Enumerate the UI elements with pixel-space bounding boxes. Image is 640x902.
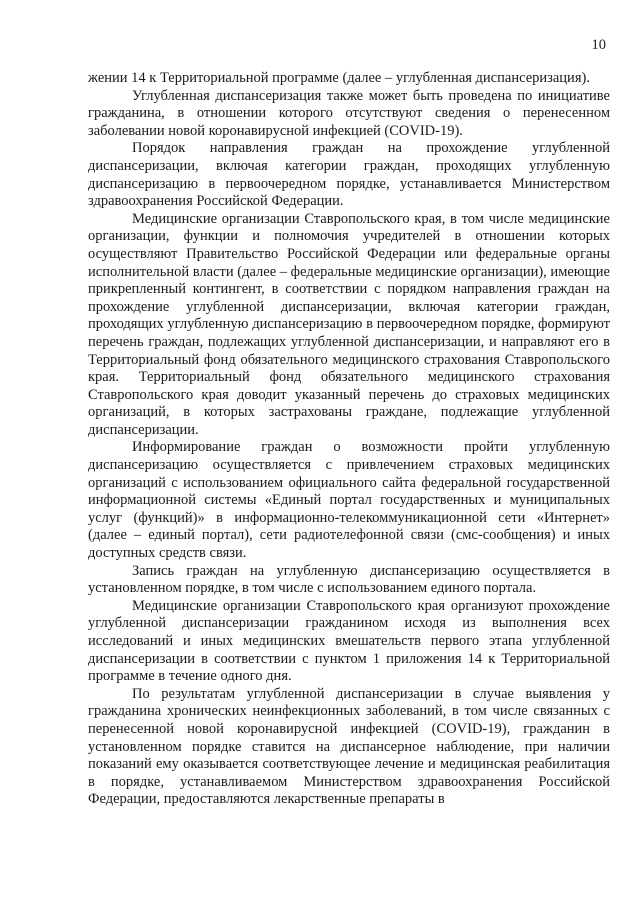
paragraph-initiative: Углубленная диспансеризация также может быть проведена по инициативе гражданина, в отношении которого отсутствуют сведения о перенесенном заболевании новой коронавирусной инфекцией (COVID-19). [88,87,610,139]
paragraph-registration: Запись граждан на углубленную диспансеризацию осуществляется в установленном порядке, в том числе с использованием единого портала. [88,562,610,597]
document-body [88,70,610,809]
paragraph-continuation: жении 14 к Территориальной программе (далее – углубленная диспансеризация). [88,70,590,86]
paragraph-informing: Информирование граждан о возможности пройти углубленную диспансеризацию осуществляется с привлечением страховых медицинских организаций с использованием официального сайта федеральной государственной информационной системы «Единый портал государственных и муниципальных услуг (функций)» в информационно-телекоммуникационной сети «Интернет» (далее – единый портал), сети радиотелефонной связи (смс-сообщения) и иных доступных средств связи. [88,439,610,562]
paragraph-medical-organizations: Медицинские организации Ставропольского края, в том числе медицинские организации, функции и полномочия учредителей в отношении которых осуществляют Правительство Российской Федерации или федеральные органы исполнительной власти (далее – федеральные медицинские организации), имеющие прикрепленный контингент, в соответствии с порядком направления граждан на прохождение углубленной диспансеризации, включая категории граждан, проходящих углубленную диспансеризацию в первоочередном порядке, формируют перечень граждан, подлежащих углубленной диспансеризации, и направляют его в Территориальный фонд обязательного медицинского страхования Ставропольского края. Территориальный фонд обязательного медицинского страхования Ставропольского края доводит указанный перечень до страховых медицинских организаций, в которых застрахованы граждане, подлежащие углубленной диспансеризации. [88,210,610,438]
page-number: 10 [591,37,606,53]
paragraph-organization: Медицинские организации Ставропольского края организуют прохождение углубленной диспансеризации гражданином исходя из выполнения всех исследований и иных медицинских вмешательств первого этапа углубленной диспансеризации в соответствии с пунктом 1 приложения 14 к Территориальной программе в течение одного дня. [88,597,610,685]
paragraph-results: По результатам углубленной диспансеризации в случае выявления у гражданина хронических неинфекционных заболеваний, в том числе связанных с перенесенной новой коронавирусной инфекцией (COVID-19), гражданин в установленном порядке ставится на диспансерное наблюдение, при наличии показаний ему оказывается соответствующее лечение и медицинская реабилитация в порядке, устанавливаемом Министерством здравоохранения Российской Федерации, предоставляются лекарственные препараты в [88,685,610,808]
paragraph-referral-procedure: Порядок направления граждан на прохождение углубленной диспансеризации, включая категории граждан, проходящих углубленную диспансеризацию в первоочередном порядке, устанавливается Министерством здравоохранения Российской Федерации. [88,140,610,210]
